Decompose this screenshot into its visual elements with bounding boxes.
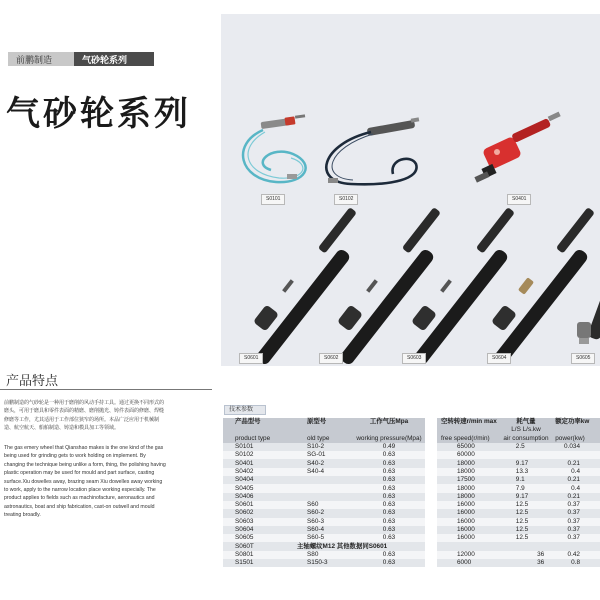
table-cell: S060T [223,542,297,550]
tech-specs-label: 技术参数 [224,405,266,415]
table-cell: 0.37 [554,518,600,526]
table-cell: 18000 [437,459,498,467]
table-cell [498,542,554,550]
table-row [437,484,600,492]
table-cell: S0405 [223,484,297,492]
table-cell: S0401 [223,459,297,467]
table-cell: SG-01 [297,451,353,459]
table-cell: S0602 [223,509,297,517]
table-cell [554,542,600,550]
page-title: 气砂轮系列 [6,94,191,134]
table-header-spacer [223,426,425,434]
table-cell: S0406 [223,493,297,501]
features-text-en: The gas emery wheel that Qianshao makes is the one kind of the gas being used for grinding gets to work holding on implement. By changing the technique being unlike a form, thing, the polishing having plastic operation may be used for mould and part surface, casting surface.Xiu dowelles away, brazing seam Xiu dowelles away working to work, apply to the narrow location place working especially. The product applies to fields such as machinofacture, aeronautics and astronautics, boat and ship fabrication, cast-on outwell and mould treating broadly. [4,445,166,519]
table-cell [554,451,600,459]
product-s0601-image [253,207,357,366]
table-row [223,509,425,517]
table-cell: 主轴螺纹M12 其他数据同S0601 [297,542,425,550]
features-divider [0,389,212,390]
table-header-row: 产品型号 原型号 工作气压Mpa [223,418,425,426]
table-cell [297,476,353,484]
table-cell: 0.034 [554,443,600,451]
product-tag: S0601 [239,353,263,364]
table-row [437,559,600,567]
table-row [223,476,425,484]
table-row [437,459,600,467]
table-cell: 0.63 [353,559,425,567]
table-cell: 13.3 [498,468,554,476]
table-row [437,476,600,484]
table-cell: S60-3 [297,518,353,526]
product-photos [221,14,600,366]
table-header-row: free speed(r/min) air consumption power(kw) [437,435,600,443]
table-row [437,509,600,517]
table-cell: 0.37 [554,526,600,534]
table-cell: S10-2 [297,443,353,451]
table-header-row: L/S L/s.kw [437,426,600,434]
table-row [223,542,425,550]
table-cell: 0.37 [554,509,600,517]
table-cell: S60-4 [297,526,353,534]
table-cell: 0.63 [353,451,425,459]
table-cell: 9.17 [498,459,554,467]
table-cell: S1501 [223,559,297,567]
brand-tag: 前鹏制造 [8,52,74,66]
table-cell: S40-2 [297,459,353,467]
table-row [437,534,600,542]
table-cell: 6000 [437,559,498,567]
product-photo-panel [221,14,600,366]
product-tag: S0605 [571,353,595,364]
table-cell: 16000 [437,534,498,542]
table-cell: S40-4 [297,468,353,476]
table-cell: 0.37 [554,501,600,509]
table-cell: S0102 [223,451,297,459]
table-cell: 36 [498,559,554,567]
table-cell: S60-5 [297,534,353,542]
product-tag: S0101 [261,194,285,205]
table-cell: 0.63 [353,468,425,476]
table-row [223,459,425,467]
features-title: 产品特点 [6,373,59,388]
table-cell: 16000 [437,518,498,526]
table-row [223,501,425,509]
product-s0102-image [326,117,419,184]
table-cell: S0404 [223,476,297,484]
product-s0605-image [577,280,600,344]
table-cell: 17500 [437,476,498,484]
table-cell: 0.21 [554,493,600,501]
table-cell: 60000 [437,451,498,459]
table-cell: 0.63 [353,501,425,509]
features-text-cn: 前鹏制造的气砂轮是一种用于磨削的风动手持工具。通过更换不同形式的磨头，可用于磨具和零件表面的精磨、磨削抛光、铸件表面的修磨、焊缝修磨等工作，尤其适用于工作部位狭窄的场所。本品广泛应用于机械制造、航空航天、船舶制造、铸造和模具加工等领域。 [4,400,165,432]
table-cell: S60 [297,501,353,509]
table-cell: 16000 [437,526,498,534]
table-header-row: product type old type working pressure(Mpa) [223,435,425,443]
table-row [223,526,425,534]
table-cell: S0601 [223,501,297,509]
table-row [437,451,600,459]
table-cell: 0.21 [554,476,600,484]
table-cell: 0.63 [353,493,425,501]
table-cell: 0.21 [554,459,600,467]
table-row [223,518,425,526]
table-cell [297,484,353,492]
table-cell: 0.63 [353,534,425,542]
table-cell: 12.5 [498,534,554,542]
table-row [223,443,425,451]
table-cell: 0.63 [353,526,425,534]
table-cell: 0.63 [353,459,425,467]
table-cell [498,451,554,459]
table-row [437,468,600,476]
table-cell: 0.42 [554,551,600,559]
table-row [223,493,425,501]
table-row [437,493,600,501]
table-cell: 0.63 [353,551,425,559]
table-cell [297,493,353,501]
table-cell [437,542,498,550]
table-row [223,551,425,559]
table-cell: 18000 [437,484,498,492]
table-cell: 12.5 [498,526,554,534]
table-cell: S0402 [223,468,297,476]
table-cell: 0.63 [353,484,425,492]
series-tag: 气砂轮系列 [74,52,154,66]
table-cell: 16000 [437,501,498,509]
product-tag: S0602 [319,353,343,364]
table-row [223,484,425,492]
table-cell: S0604 [223,526,297,534]
table-cell: 0.8 [554,559,600,567]
table-header-row: 空转转速r/min max 耗气量 额定功率kw [437,418,600,426]
product-s0401-image [474,112,560,183]
table-cell: S0605 [223,534,297,542]
table-cell: S150-3 [297,559,353,567]
table-cell: 12000 [437,551,498,559]
table-row [223,559,425,567]
table-cell: S80 [297,551,353,559]
table-row [437,551,600,559]
table-cell: 0.4 [554,468,600,476]
table-cell: 0.4 [554,484,600,492]
table-cell: 36 [498,551,554,559]
table-cell: 0.37 [554,534,600,542]
table-cell: S60-2 [297,509,353,517]
section-header [8,52,154,66]
table-cell: 0.49 [353,443,425,451]
product-tag: S0603 [402,353,426,364]
table-row [437,518,600,526]
table-row [437,501,600,509]
table-cell: 9.1 [498,476,554,484]
product-tag: S0401 [507,194,531,205]
table-row [223,451,425,459]
table-cell: 18000 [437,468,498,476]
table-cell: 0.63 [353,509,425,517]
table-cell: S0801 [223,551,297,559]
spec-table-left [223,418,425,567]
table-cell: S0101 [223,443,297,451]
table-cell: 7.9 [498,484,554,492]
table-row [223,468,425,476]
spec-table-right [437,418,600,567]
table-cell: 0.63 [353,476,425,484]
table-cell: 9.17 [498,493,554,501]
table-row [437,526,600,534]
table-cell: 12.5 [498,501,554,509]
product-tag: S0102 [334,194,358,205]
table-cell: S0603 [223,518,297,526]
table-row [223,534,425,542]
table-cell: 12.5 [498,509,554,517]
product-s0101-image [243,114,306,182]
table-cell: 2.5 [498,443,554,451]
table-cell: 16000 [437,509,498,517]
table-cell: 12.5 [498,518,554,526]
table-cell: 18000 [437,493,498,501]
table-row [437,542,600,550]
table-row [437,443,600,451]
product-tag: S0604 [487,353,511,364]
table-cell: 0.63 [353,518,425,526]
table-cell: 65000 [437,443,498,451]
